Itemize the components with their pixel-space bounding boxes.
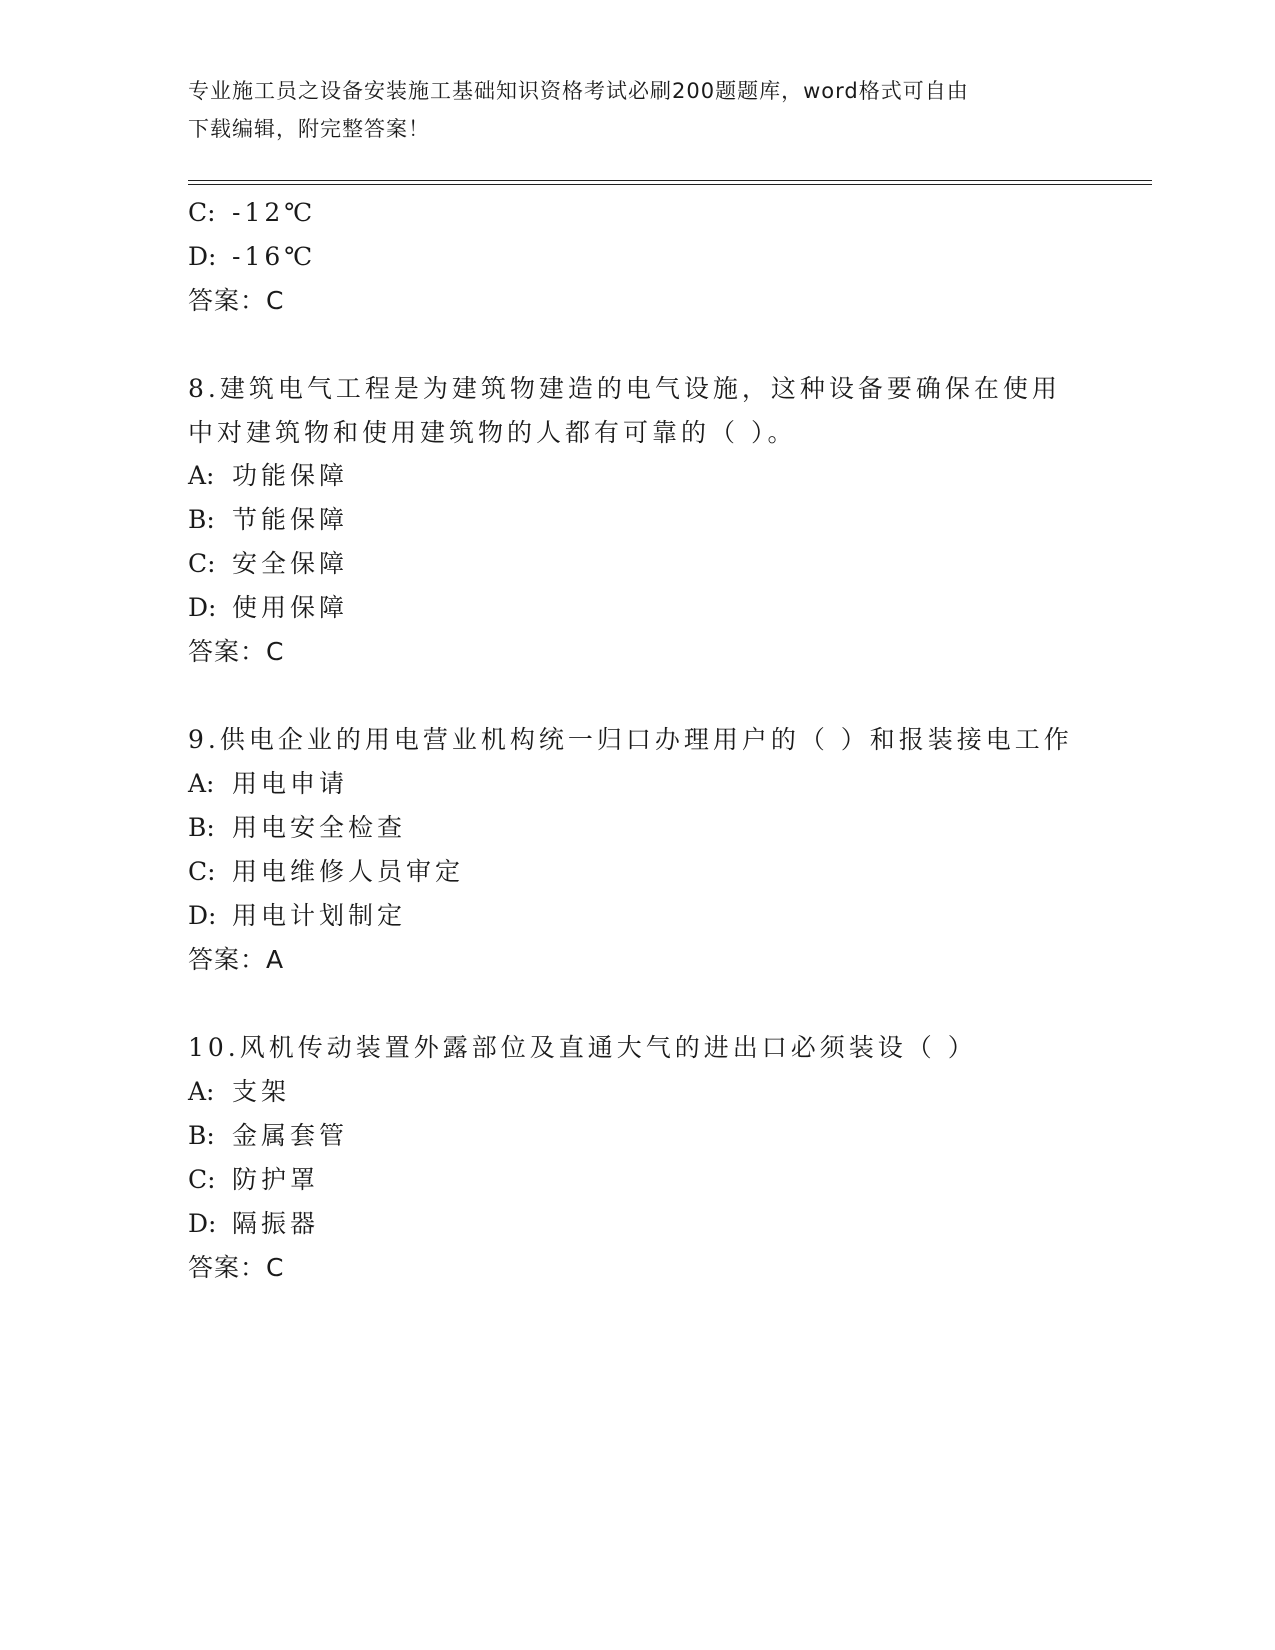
answer: 答案：C [188,1253,285,1282]
header-divider [188,180,1152,185]
option-letter: D: [188,242,217,271]
option-d [188,240,316,274]
question-8-stem-line-2: 中对建筑物和使用建筑物的人都有可靠的（ ）。 [188,418,797,447]
option-letter: B: [188,813,215,842]
option-letter: C: [188,1165,216,1194]
option-letter: B: [188,1121,215,1150]
option-letter: C: [188,857,216,886]
option-d [188,1207,319,1241]
option-text: 用电申请 [232,769,349,798]
option-text: 使用保障 [232,593,349,622]
option-b [188,1119,348,1153]
option-c [188,1163,319,1197]
answer: 答案：C [188,286,285,315]
answer: 答案：C [188,637,285,666]
option-b [188,811,406,845]
option-c [188,547,348,581]
header-title-line-1: 专业施工员之设备安装施工基础知识资格考试必刷200题题库，word格式可自由 [188,79,969,103]
option-letter: A: [188,461,215,490]
option-letter: D: [188,901,217,930]
option-text: -12℃ [232,198,317,227]
option-text: -16℃ [232,242,317,271]
question-9-stem-line-1: 9.供电企业的用电营业机构统一归口办理用户的（ ）和报装接电工作 [188,725,1073,754]
option-letter: C: [188,549,216,578]
option-text: 隔振器 [232,1209,320,1238]
question-10-stem-line-1: 10.风机传动装置外露部位及直通大气的进出口必须装设（ ） [188,1033,977,1062]
option-letter: D: [188,593,217,622]
question-8-stem-line-1: 8.建筑电气工程是为建筑物建造的电气设施，这种设备要确保在使用 [188,374,1061,403]
option-text: 节能保障 [232,505,349,534]
option-text: 功能保障 [232,461,349,490]
header-title-line-2: 下载编辑，附完整答案！ [188,117,430,141]
option-b [188,503,348,537]
option-a [188,459,348,493]
option-letter: A: [188,1077,215,1106]
option-text: 用电维修人员审定 [232,857,465,886]
option-text: 用电安全检查 [232,813,407,842]
option-letter: A: [188,769,215,798]
option-letter: D: [188,1209,217,1238]
option-letter: B: [188,505,215,534]
option-text: 防护罩 [232,1165,320,1194]
option-c [188,196,316,230]
option-a [188,1075,290,1109]
option-d [188,899,406,933]
option-text: 用电计划制定 [232,901,407,930]
option-text: 金属套管 [232,1121,349,1150]
option-text: 安全保障 [232,549,349,578]
option-d [188,591,348,625]
answer: 答案：A [188,945,285,974]
option-a [188,767,348,801]
option-letter: C: [188,198,216,227]
document-header [188,72,1088,148]
option-c [188,855,464,889]
option-text: 支架 [232,1077,291,1106]
